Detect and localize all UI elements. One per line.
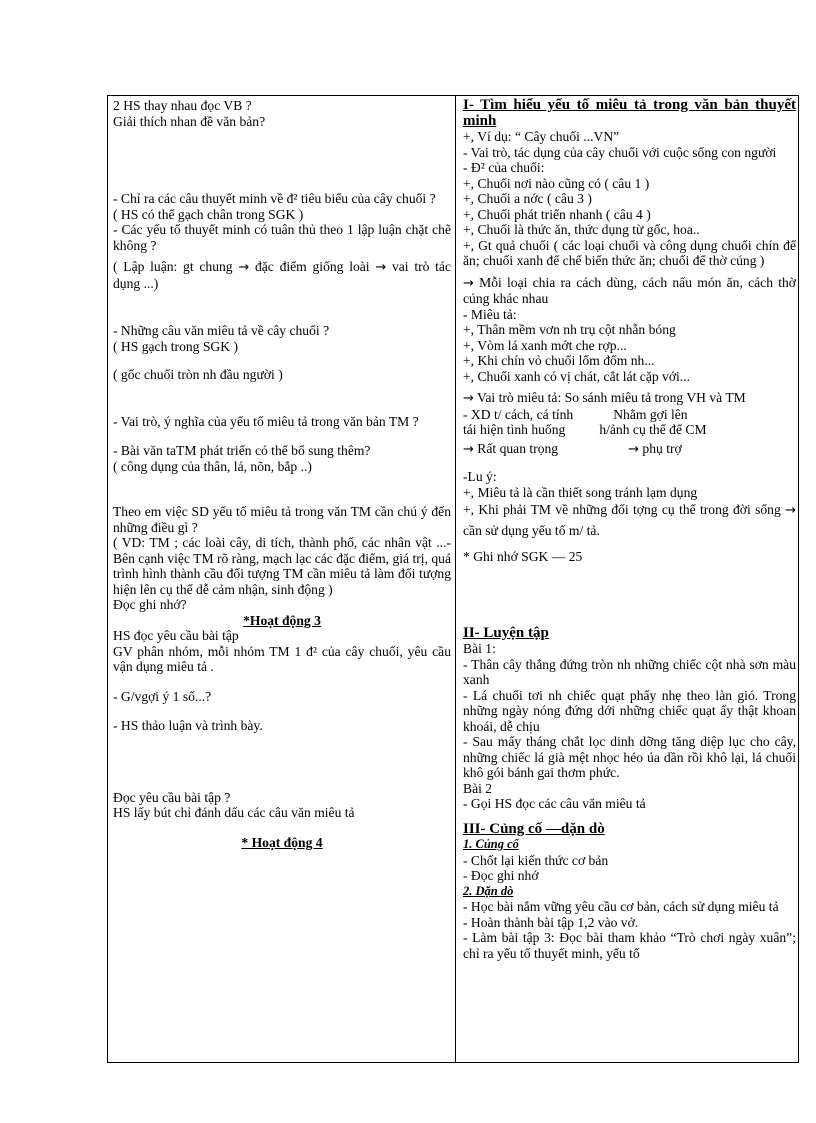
section-heading: I- Tìm hiểu yếu tố miêu tả trong văn bản thuyết minh: [463, 97, 796, 129]
text-line: ( VD: TM ; các loài cây, di tích, thành phố, các nhân vật ...- Bên cạnh việc TM rõ ràng, mạch lạc các đặc điểm, giá trị, quá trình hình thành cầu đối tượng TM cần miêu tả làm đối tượng hiện lên cụ thể dễ cảm nhận, sinh động ): [113, 535, 451, 597]
text-part: đặc điểm giống loài: [249, 259, 376, 274]
arrow-icon: →: [463, 275, 474, 291]
text-part: +, Khi phải TM về những đối tợng cụ thể trong đời sống: [463, 502, 786, 517]
text-line: - Chỉ ra các câu thuyết minh về đ² tiêu biểu của cây chuối ?: [113, 191, 436, 206]
text-line: Giải thích nhan đề văn bản?: [113, 113, 266, 129]
text-line: HS đọc yêu cầu bài tập: [113, 628, 239, 643]
activity-heading: *Hoạt động 3: [243, 612, 321, 628]
text-line: - HS thảo luận và trình bày.: [113, 718, 263, 733]
subsection-heading: 2. Dặn dò: [463, 883, 514, 898]
text-line: [113, 259, 451, 291]
text-line: +, Ví dụ: “ Cây chuối ...VN”: [463, 129, 620, 144]
text-line: * Ghi nhớ SGK — 25: [463, 549, 583, 564]
left-column: [113, 98, 451, 850]
text-line: [463, 441, 796, 458]
text-line: - Đ² của chuối:: [463, 160, 545, 175]
text-line: Bài 2: [463, 780, 493, 796]
lesson-table: [107, 95, 799, 1063]
text-line: - Vai trò, ý nghĩa của yếu tố miêu tả trong văn bản TM ?: [113, 413, 419, 429]
text-line: - Hoàn thành bài tập 1,2 vào vở.: [463, 914, 639, 930]
text-line: ( HS gạch trong SGK ): [113, 338, 238, 354]
text-line: +, Chuối a nớc ( câu 3 ): [463, 191, 592, 206]
text-line: - Gọi HS đọc các câu văn miêu tả: [463, 796, 646, 811]
text-line: - Vai trò, tác dụng của cây chuối với cuộc sống con người: [463, 144, 777, 160]
subsection-heading: 1. Củng cố: [463, 837, 519, 851]
text-part: Vai trò miêu tả: So sánh miêu tả trong VH và TM: [473, 390, 746, 405]
text-line: - Thân cây thẳng đứng tròn nh những chiếc cột nhà sơn màu xanh: [463, 656, 796, 687]
text-line: +, Khi chín vỏ chuối lốm đốm nh...: [463, 353, 655, 368]
text-line: +, Thân mềm vơn nh trụ cột nhẵn bóng: [463, 322, 676, 337]
text-line: - Đọc ghi nhớ: [463, 868, 539, 883]
text-line: - Bài văn taTM phát triển có thể bổ sung thêm?: [113, 443, 371, 458]
text-line: [463, 407, 796, 423]
text-line: - Sau mấy tháng chắt lọc dinh dỡng tăng diệp lục cho cây, những chiếc lá già mệt nhọc héo úa dần rồi khô lại, lá chuối khô gói bánh gai thơm phức.: [463, 734, 796, 780]
text-part: ( Lập luận: gt chung: [113, 259, 239, 274]
text-line: - Làm bài tập 3: Đọc bài tham khảo “Trò chơi ngày xuân”; chỉ ra yếu tố thuyết minh, yếu tố: [463, 930, 796, 961]
text-line: Đọc yêu cầu bài tập ?: [113, 789, 231, 805]
text-line: Bài 1:: [463, 641, 496, 656]
text-line: - Chốt lại kiến thức cơ bản: [463, 852, 609, 868]
arrow-icon: →: [238, 260, 250, 275]
text-part: h/ảnh cụ thể để CM: [599, 422, 707, 437]
right-column: [463, 98, 796, 961]
column-divider: [455, 96, 456, 1062]
text-part: phụ trợ: [639, 440, 682, 456]
text-line: - Lá chuối tơi nh chiếc quạt phẩy nhẹ theo làn gió. Trong những ngày nóng đứng dới những chiếc quạt ấy thật khoan khoái, dễ chịu: [463, 687, 796, 734]
text-line: - Học bài nắm vững yêu cầu cơ bản, cách sử dụng miêu tả: [463, 899, 779, 914]
text-line: -Lu ý:: [463, 469, 497, 484]
arrow-icon: →: [463, 441, 474, 457]
text-line: ( HS có thể gạch chân trong SGK ): [113, 206, 304, 222]
arrow-icon: →: [463, 391, 474, 406]
text-line: 2 HS thay nhau đọc VB ?: [113, 98, 252, 113]
text-line: GV phân nhóm, mỗi nhóm TM 1 đ² của cây chuối, yêu cầu vận dụng miêu tả .: [113, 643, 451, 674]
text-line: +, Chuối phát triển nhanh ( câu 4 ): [463, 206, 651, 222]
text-line: - Miêu tả:: [463, 306, 517, 322]
text-line: [463, 500, 796, 541]
text-line: [463, 422, 796, 438]
text-line: +, Gt quả chuối ( các loại chuối và công dụng chuối chín để ăn; chuối xanh để chế biến thức ăn; chuối để thờ cúng ): [463, 237, 796, 268]
activity-heading: * Hoạt động 4: [241, 834, 323, 850]
text-line: +, Chuối là thức ăn, thức dụng từ gốc, hoa..: [463, 222, 700, 237]
text-line: +, Vòm lá xanh mớt che rợp...: [463, 337, 627, 353]
section-heading: III- Củng cố —dặn dò: [463, 820, 605, 837]
text-line: - Các yếu tố thuyết minh có tuân thủ theo 1 lập luận chặt chẽ không ?: [113, 222, 451, 253]
text-part: tái hiện tình huống: [463, 422, 566, 437]
text-line: +, Miêu tả là cần thiết song tránh lạm dụng: [463, 484, 698, 500]
text-line: Theo em việc SD yếu tố miêu tả trong văn TM cần chú ý đến những điều gì ?: [113, 504, 451, 535]
text-line: Đọc ghi nhớ?: [113, 597, 187, 612]
arrow-icon: →: [628, 441, 640, 457]
text-part: Rất quan trọng: [473, 440, 559, 456]
text-line: HS lấy bút chỉ đánh dấu các câu văn miêu tả: [113, 805, 355, 820]
text-part: Nhằm gợi lên: [613, 406, 688, 422]
text-line: [463, 390, 796, 407]
arrow-icon: →: [375, 260, 387, 275]
text-line: [463, 275, 796, 307]
text-part: cần sử dụng yếu tố m/ tả.: [463, 523, 600, 538]
text-part: Mỗi loại chia ra cách dùng, cách nấu món ăn, cách thờ cúng khác nhau: [463, 274, 796, 306]
text-line: - G/vgợi ý 1 số...?: [113, 688, 212, 704]
text-line: +, Chuối xanh có vị chát, cắt lát cặp với...: [463, 368, 691, 384]
text-part: vai trò tác dụng ...): [113, 259, 451, 291]
text-line: +, Chuối nơi nào cũng có ( câu 1 ): [463, 175, 650, 191]
arrow-icon: →: [785, 503, 796, 518]
text-part: - XD t/ cách, cá tính: [463, 406, 574, 422]
section-heading: II- Luyện tập: [463, 624, 549, 641]
text-line: ( gốc chuối tròn nh đầu người ): [113, 367, 283, 382]
text-line: - Những câu văn miêu tả về cây chuối ?: [113, 323, 330, 338]
text-line: ( công dụng của thân, lá, nõn, bắp ..): [113, 458, 312, 474]
